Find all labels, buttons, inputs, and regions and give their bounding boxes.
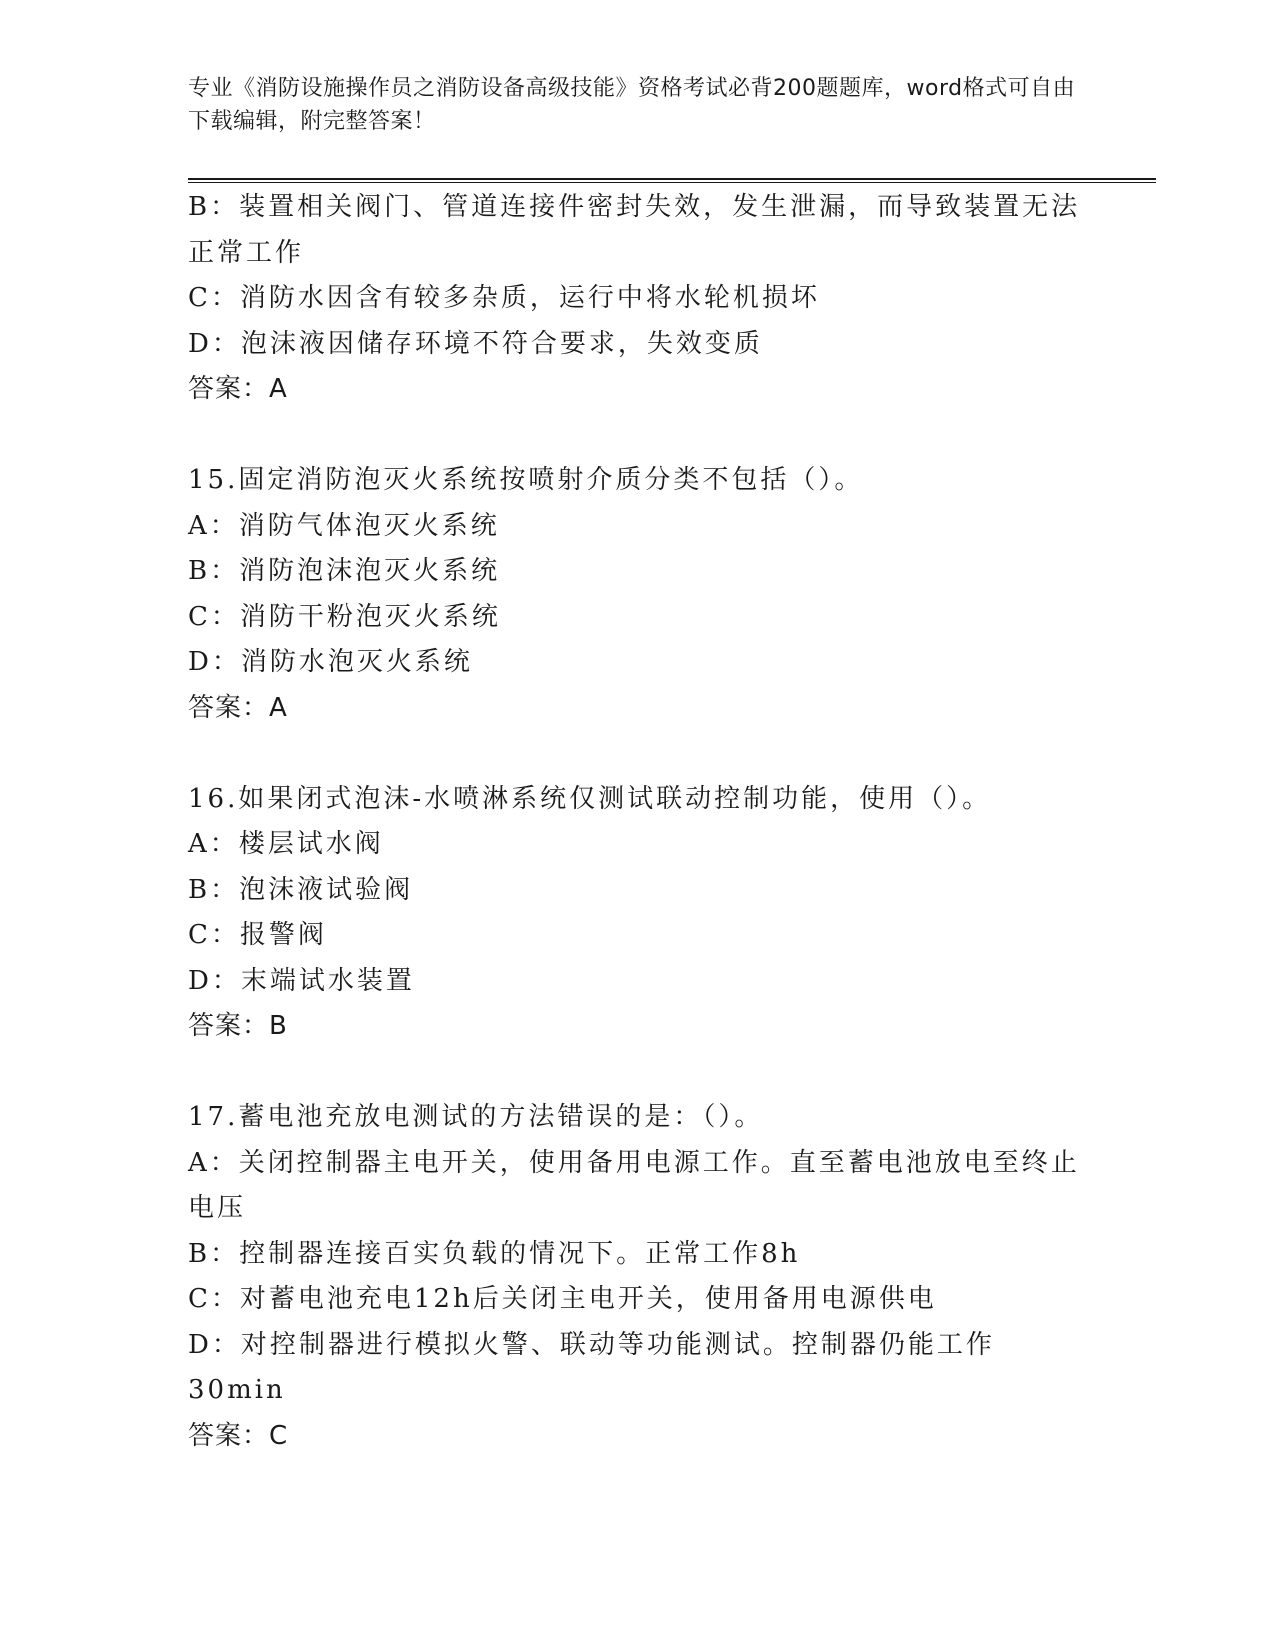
spacer: [188, 413, 1088, 459]
question-stem: 16.如果闭式泡沫-水喷淋系统仅测试联动控制功能，使用（）。: [188, 783, 992, 814]
option-d: D：末端试水装置: [188, 965, 415, 996]
option-b: B：控制器连接百实负载的情况下。正常工作8h: [188, 1238, 801, 1269]
carryover-question: [188, 185, 1088, 413]
option-b: B：消防泡沫泡灭火系统: [188, 556, 501, 586]
option-a: A：关闭控制器主电开关，使用备用电源工作。直至蓄电池放电至终止电压: [188, 1147, 1080, 1223]
option-a: A：楼层试水阀: [188, 829, 384, 859]
option-a: A：消防气体泡灭火系统: [188, 510, 500, 541]
option-c: C：对蓄电池充电12h后关闭主电开关，使用备用电源供电: [188, 1284, 937, 1314]
question-16: [188, 777, 1088, 1050]
question-stem: 15.固定消防泡灭火系统按喷射介质分类不包括（）。: [188, 465, 864, 495]
spacer: [188, 731, 1088, 777]
question-15: [188, 458, 1088, 731]
spacer: [188, 1050, 1088, 1096]
question-17: [188, 1095, 1088, 1459]
document-header: 专业《消防设施操作员之消防设备高级技能》资格考试必背200题题库，word格式可自由下载编辑，附完整答案！: [188, 76, 1076, 134]
question-stem: 17.蓄电池充放电测试的方法错误的是：（）。: [188, 1102, 764, 1132]
option-b: B：泡沫液试验阀: [188, 874, 414, 905]
option-c: C：报警阀: [188, 920, 327, 950]
option-d: D：对控制器进行模拟火警、联动等功能测试。控制器仍能工作30min: [188, 1329, 995, 1405]
header-divider: [188, 178, 1156, 183]
question-list: [188, 185, 1088, 1459]
answer-line: 答案：A: [188, 692, 288, 723]
option-b: B：装置相关阀门、管道连接件密封失效，发生泄漏，而导致装置无法正常工作: [188, 192, 1081, 268]
answer-line: 答案：A: [188, 374, 288, 404]
option-d: D：泡沫液因储存环境不符合要求，失效变质: [188, 328, 763, 359]
answer-line: 答案：B: [188, 1011, 288, 1041]
option-c: C：消防水因含有较多杂质，运行中将水轮机损坏: [188, 283, 820, 313]
option-c: C：消防干粉泡灭火系统: [188, 601, 501, 632]
option-d: D：消防水泡灭火系统: [188, 647, 473, 677]
answer-line: 答案：C: [188, 1420, 289, 1451]
